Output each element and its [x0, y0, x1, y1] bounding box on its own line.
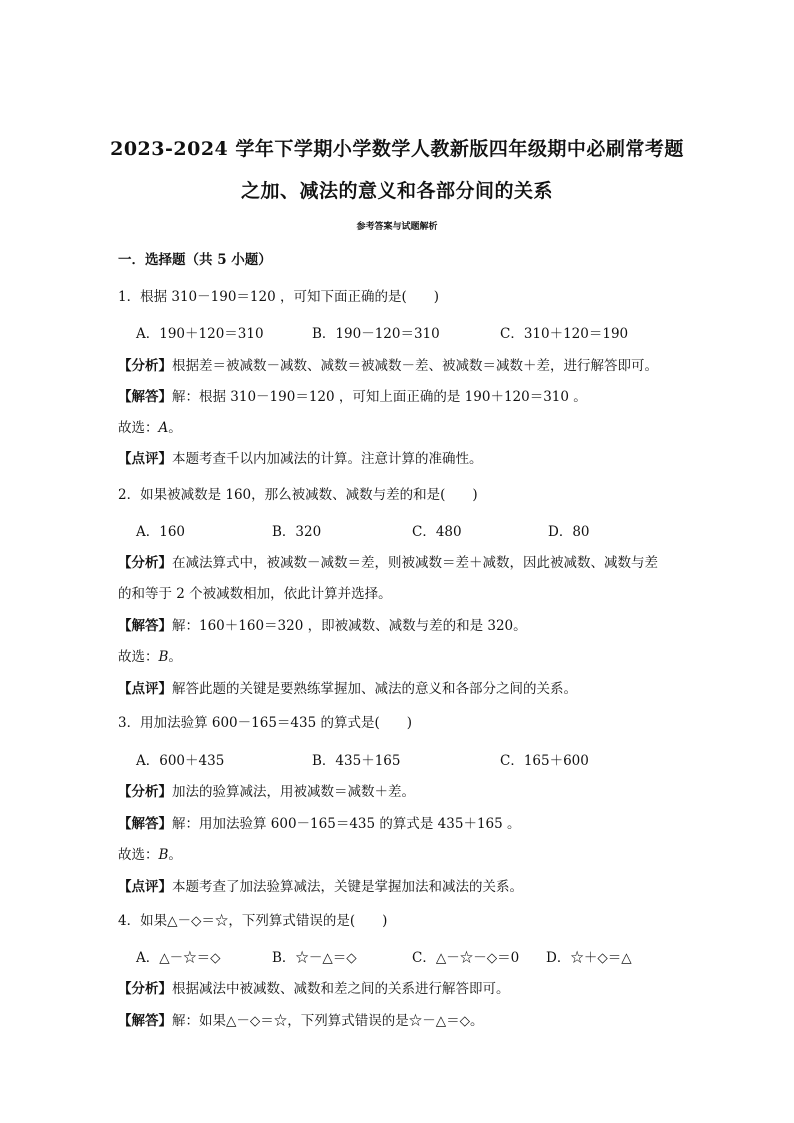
- comment-text: 解答此题的关键是要熟练掌握加、减法的意义和各部分之间的关系。: [172, 681, 577, 697]
- answer-text: 解：160＋160＝320 ，即被减数、减数与差的和是 320。: [172, 618, 527, 634]
- question-4-option-b: B．☆－△＝◇: [272, 950, 357, 966]
- question-2-analysis: [118, 551, 658, 571]
- answer-text: 解：如果△－◇＝☆，下列算式错误的是☆－△＝◇。: [172, 1013, 484, 1029]
- section-heading: 一．选择题（共 5 小题）: [118, 252, 272, 268]
- comment-tag: 【点评】: [118, 451, 172, 467]
- question-2-analysis-cont: 的和等于 2 个被减数相加，依此计算并选择。: [118, 586, 392, 602]
- answer-text: 解：根据 310－190＝120 ，可知上面正确的是 190＋120＝310 。: [172, 389, 587, 405]
- question-1-option-a: A．190＋120＝310: [136, 326, 264, 342]
- question-2-option-a: A．160: [136, 524, 186, 540]
- question-4-option-c: C．△－☆－◇＝0: [412, 950, 520, 966]
- question-2-option-b: B．320: [272, 524, 322, 540]
- analysis-tag: 【分析】: [118, 358, 172, 374]
- question-3-answer: [118, 812, 521, 832]
- choice-letter: A: [158, 420, 169, 436]
- choose-label: 故选：: [118, 847, 159, 863]
- document-title-line-1: 2023-2024 学年下学期小学数学人教新版四年级期中必刷常考题: [110, 138, 684, 160]
- question-3-option-a: A．600＋435: [136, 753, 225, 769]
- question-3-stem: 3．用加法验算 600－165＝435 的算式是( ): [118, 715, 413, 731]
- analysis-text: 根据差＝被减数－减数、减数＝被减数－差、被减数＝减数＋差，进行解答即可。: [172, 358, 658, 374]
- document-title-line-2: 之加、减法的意义和各部分间的关系: [240, 180, 553, 202]
- analysis-text: 加法的验算减法，用被减数＝减数＋差。: [172, 784, 415, 800]
- comment-tag: 【点评】: [118, 879, 172, 895]
- question-1-stem: 1．根据 310－190＝120 ，可知下面正确的是( ): [118, 289, 440, 305]
- question-4-analysis: [118, 977, 510, 997]
- question-2-option-c: C．480: [412, 524, 462, 540]
- question-1-option-b: B．190－120＝310: [312, 326, 440, 342]
- comment-text: 本题考查了加法验算减法，关键是掌握加法和减法的关系。: [172, 879, 523, 895]
- question-2-option-d: D．80: [548, 524, 590, 540]
- choice-letter: B: [158, 649, 169, 665]
- question-1-comment: [118, 447, 483, 467]
- question-2-answer: [118, 614, 527, 634]
- document-subtitle: 参考答案与试题解析: [356, 222, 438, 232]
- question-4-option-a: A．△－☆＝◇: [136, 950, 221, 966]
- choose-label: 故选：: [118, 649, 159, 665]
- question-3-choice: 故选：B。: [118, 847, 182, 863]
- question-2-comment: [118, 677, 577, 697]
- question-3-option-b: B．435＋165: [312, 753, 401, 769]
- question-1-analysis: [118, 354, 658, 374]
- choose-label: 故选：: [118, 420, 159, 436]
- question-2-stem: 2．如果被减数是 160，那么被减数、减数与差的和是( ): [118, 487, 478, 503]
- answer-tag: 【解答】: [118, 389, 172, 405]
- question-3-analysis: [118, 780, 415, 800]
- analysis-tag: 【分析】: [118, 784, 172, 800]
- answer-tag: 【解答】: [118, 618, 172, 634]
- comment-tag: 【点评】: [118, 681, 172, 697]
- question-3-comment: [118, 875, 523, 895]
- question-4-answer: [118, 1009, 484, 1029]
- analysis-tag: 【分析】: [118, 981, 172, 997]
- question-4-stem: 4．如果△－◇＝☆，下列算式错误的是( ): [118, 913, 388, 929]
- analysis-text: 根据减法中被减数、减数和差之间的关系进行解答即可。: [172, 981, 510, 997]
- comment-text: 本题考查千以内加减法的计算。注意计算的准确性。: [172, 451, 483, 467]
- question-3-option-c: C．165＋600: [500, 753, 589, 769]
- analysis-text: 在减法算式中，被减数－减数＝差，则被减数＝差＋减数，因此被减数、减数与差: [172, 555, 658, 571]
- question-1-answer: [118, 385, 587, 405]
- answer-text: 解：用加法验算 600－165＝435 的算式是 435＋165 。: [172, 816, 521, 832]
- answer-tag: 【解答】: [118, 816, 172, 832]
- answer-tag: 【解答】: [118, 1013, 172, 1029]
- analysis-tag: 【分析】: [118, 555, 172, 571]
- question-1-choice: 故选：A。: [118, 420, 182, 436]
- question-2-choice: 故选：B。: [118, 649, 182, 665]
- question-1-option-c: C．310＋120＝190: [500, 326, 629, 342]
- question-4-option-d: D．☆＋◇＝△: [546, 950, 632, 966]
- choice-letter: B: [158, 847, 169, 863]
